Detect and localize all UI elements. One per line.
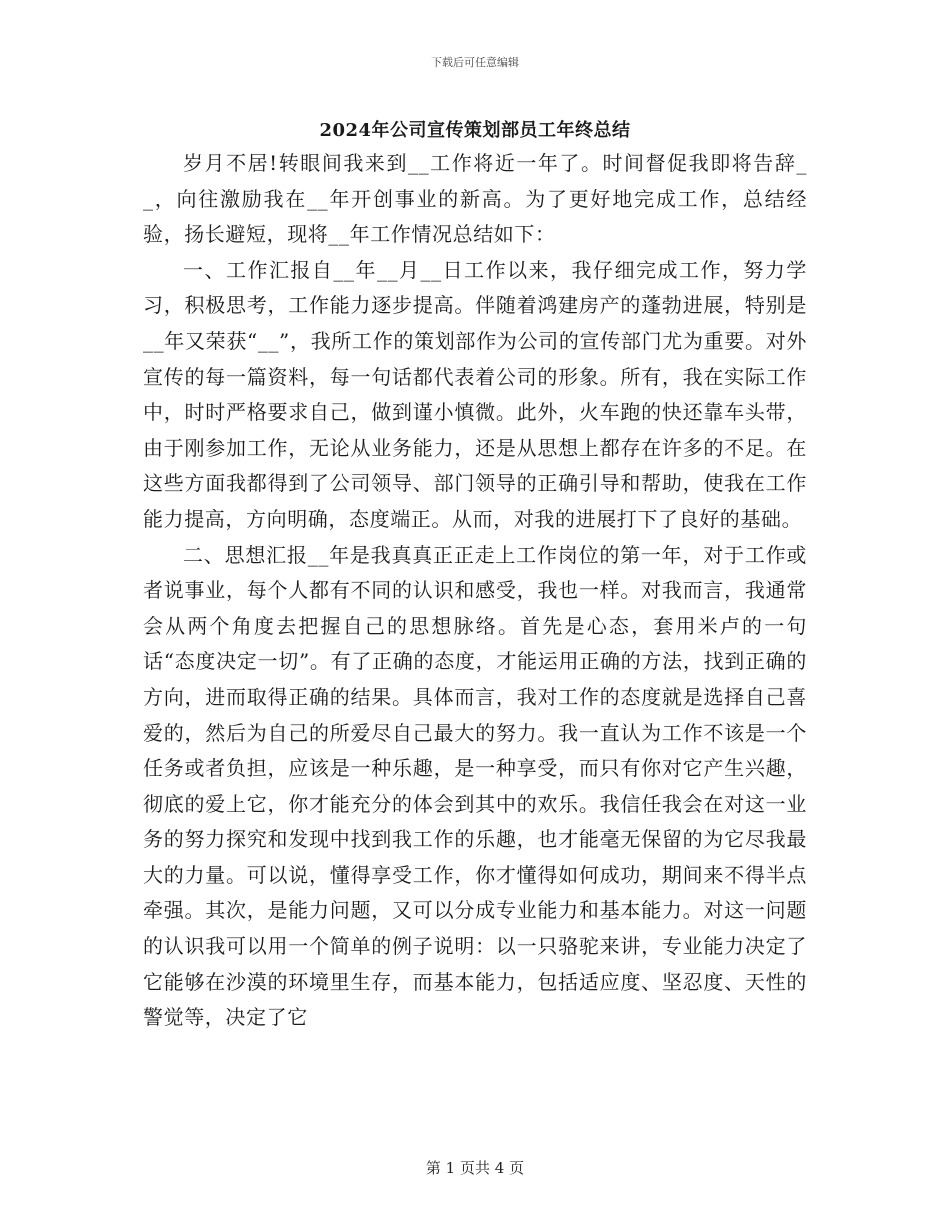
page-header-note: 下载后可任意编辑 xyxy=(431,56,519,69)
page-number: 第 1 页共 4 页 xyxy=(425,1159,525,1177)
document-title: 2024年公司宣传策划部员工年终总结 xyxy=(319,120,631,141)
document-body xyxy=(143,146,807,1036)
paragraph-intro: 岁月不居!转眼间我来到__工作将近一年了。时间督促我即将告辞__，向往激励我在__年开创事业的新高。为了更好地完成工作，总结经验，扬长避短，现将__年工作情况总结如下： xyxy=(143,151,807,247)
paragraph-work-report: 一、工作汇报自__年__月__日工作以来，我仔细完成工作，努力学习，积极思考，工作能力逐步提高。伴随着鸿建房产的蓬勃进展，特别是__年又荣获“__”，我所工作的策划部作为公司的宣传部门尤为重要。对外宣传的每一篇资料，每一句话都代表着公司的形象。所有，我在实际工作中，时时严格要求自己，做到谨小慎微。此外，火车跑的快还靠车头带，由于刚参加工作，无论从业务能力，还是从思想上都存在许多的不足。在这些方面我都得到了公司领导、部门领导的正确引导和帮助，使我在工作能力提高，方向明确，态度端正。从而，对我的进展打下了良好的基础。 xyxy=(143,257,807,531)
paragraph-thought-report: 二、思想汇报__年是我真真正正走上工作岗位的第一年，对于工作或者说事业，每个人都有不同的认识和感受，我也一样。对我而言，我通常会从两个角度去把握自己的思想脉络。首先是心态，套用米卢的一句话“态度决定一切”。有了正确的态度，才能运用正确的方法，找到正确的方向，进而取得正确的结果。具体而言，我对工作的态度就是选择自己喜爱的，然后为自己的所爱尽自己最大的努力。我一直认为工作不该是一个任务或者负担，应该是一种乐趣，是一种享受，而只有你对它产生兴趣，彻底的爱上它，你才能充分的体会到其中的欢乐。我信任我会在对这一业务的努力探究和发现中找到我工作的乐趣，也才能毫无保留的为它尽我最大的力量。可以说，懂得享受工作，你才懂得如何成功，期间来不得半点牵强。其次，是能力问题，又可以分成专业能力和基本能力。对这一问题的认识我可以用一个简单的例子说明：以一只骆驼来讲，专业能力决定了它能够在沙漠的环境里生存，而基本能力，包括适应度、坚忍度、天性的警觉等，决定了它 xyxy=(143,542,807,1030)
